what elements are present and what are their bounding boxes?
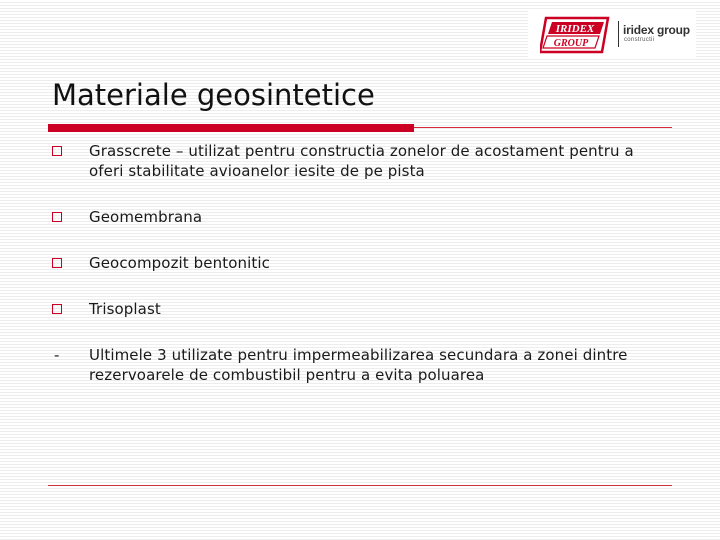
footer-divider: [48, 485, 672, 486]
square-bullet-icon: [52, 258, 62, 268]
logo-emblem-bottom-text: GROUP: [553, 38, 589, 49]
title-underline: [414, 127, 672, 128]
bullet-text: Trisoplast: [89, 300, 161, 318]
logo-separator: [618, 21, 619, 47]
logo-emblem-top-text: IRIDEX: [555, 23, 595, 35]
bullet-text: Geomembrana: [89, 208, 203, 226]
dash-bullet-icon: -: [54, 346, 60, 364]
square-bullet-icon: [52, 212, 62, 222]
square-bullet-icon: [52, 146, 62, 156]
logo-tagline: constructii: [624, 37, 655, 43]
title-accent-bar: [48, 124, 414, 132]
company-logo: [528, 10, 696, 58]
iridex-emblem-icon: [540, 16, 610, 54]
bullet-text: Ultimele 3 utilizate pentru impermeabilizarea secundara a zonei dintre rezervoarele de combustibil pentru a evita poluarea: [89, 346, 628, 384]
slide-title: Materiale geosintetice: [52, 78, 375, 112]
bullet-text: Grasscrete – utilizat pentru constructia zonelor de acostament pentru a oferi stabilitate avioanelor iesite de pe pista: [89, 142, 634, 180]
square-bullet-icon: [52, 304, 62, 314]
logo-group-name: iridex group: [623, 23, 690, 37]
bullet-text: Geocompozit bentonitic: [89, 254, 270, 272]
